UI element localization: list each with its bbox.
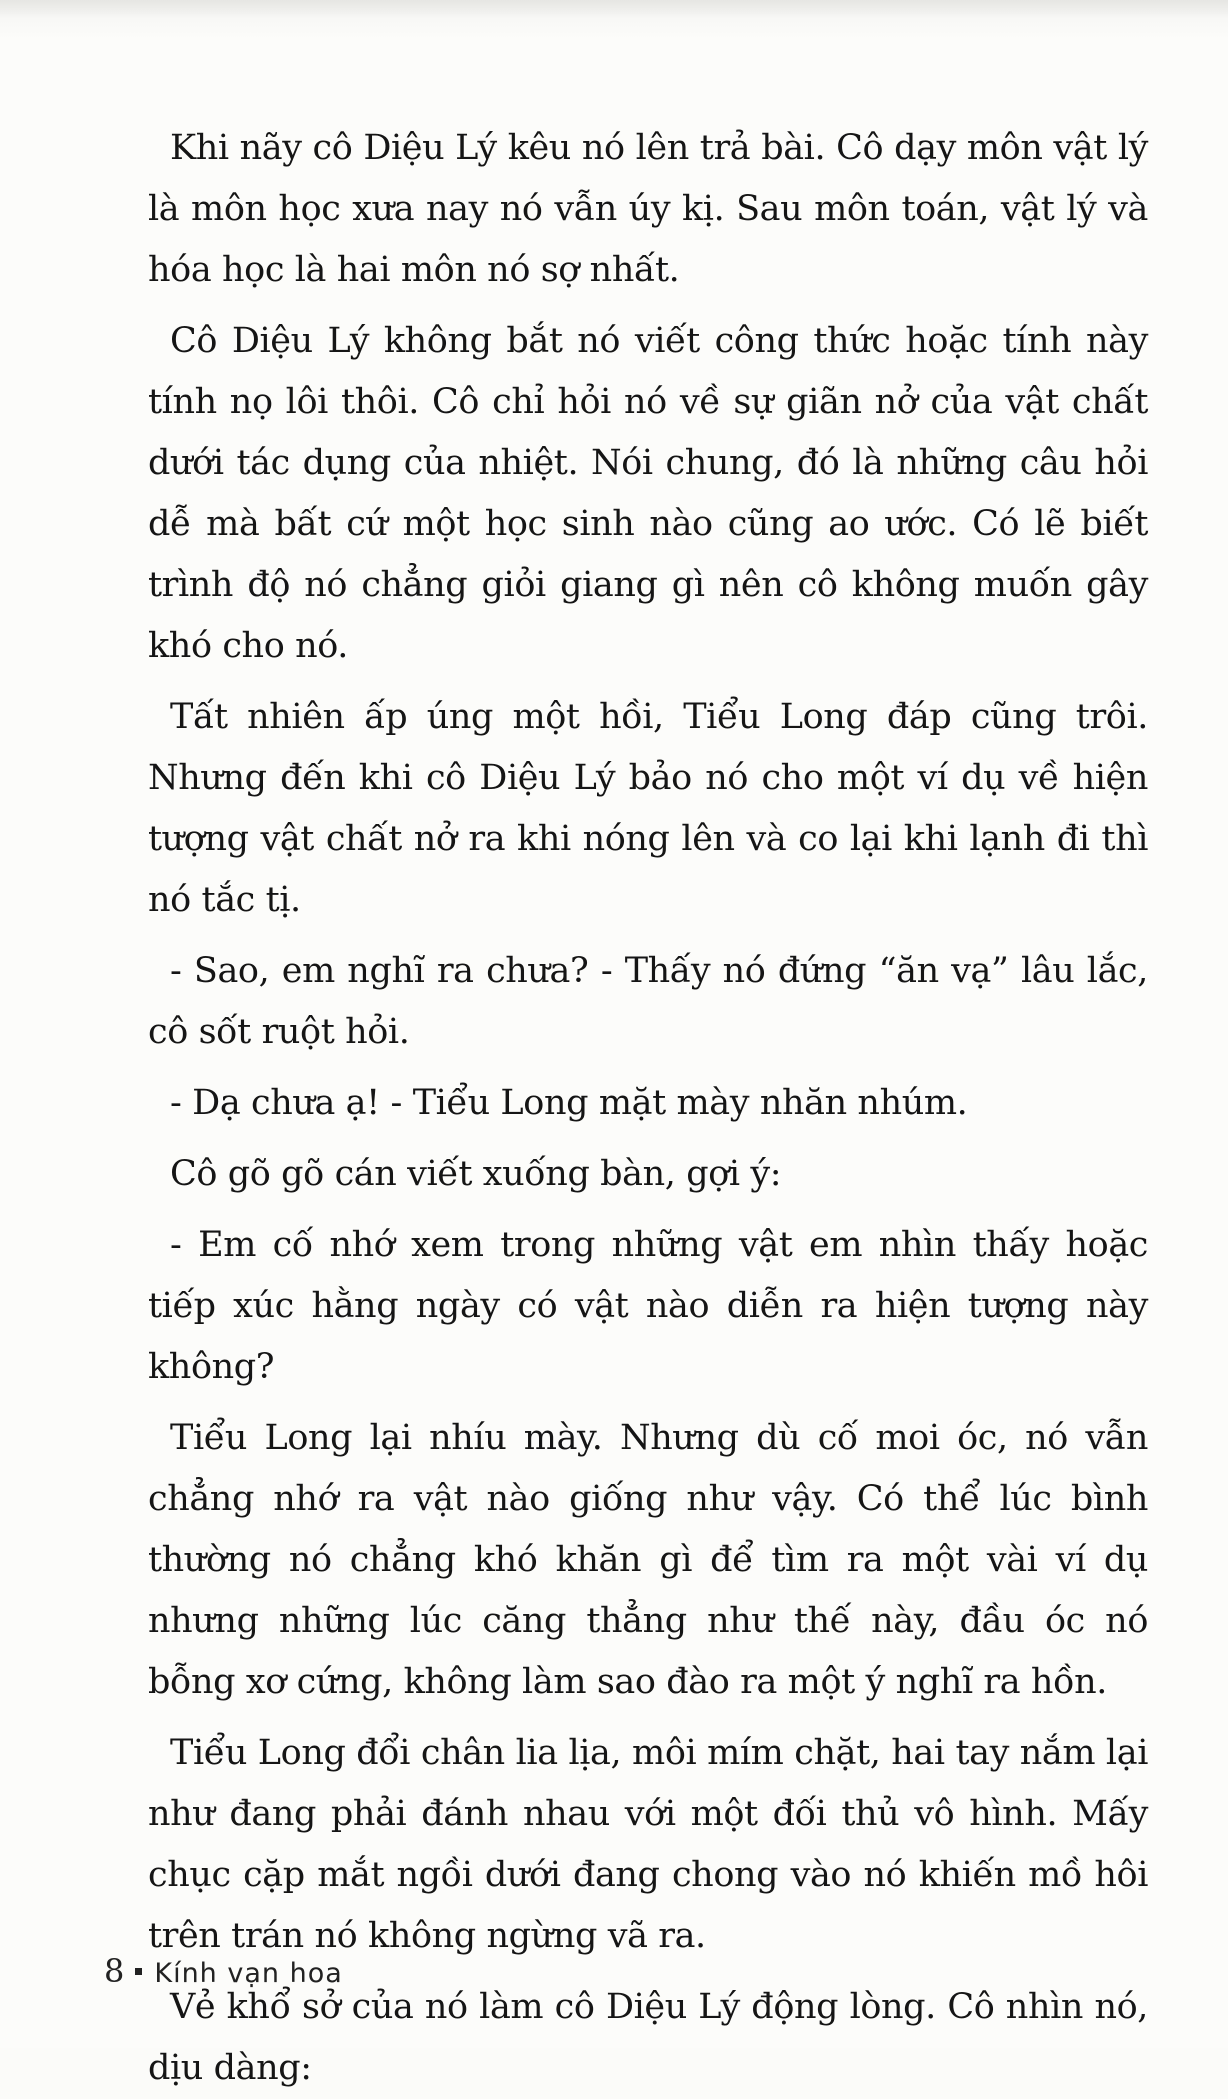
paragraph-4: - Sao, em nghĩ ra chưa? - Thấy nó đứng “ăn vạ” lâu lắc, cô sốt ruột hỏi. bbox=[148, 951, 1148, 1052]
paragraph-2: Cô Diệu Lý không bắt nó viết công thức hoặc tính này tính nọ lôi thôi. Cô chỉ hỏi nó về sự giãn nở của vật chất dưới tác dụng của nhiệt. Nói chung, đó là những câu hỏi dễ mà bất cứ một học sinh nào cũng ao ước. Có lẽ biết trình độ nó chẳng giỏi giang gì nên cô không muốn gây khó cho nó. bbox=[148, 321, 1148, 666]
paragraph-3: Tất nhiên ấp úng một hồi, Tiểu Long đáp cũng trôi. Nhưng đến khi cô Diệu Lý bảo nó cho một ví dụ về hiện tượng vật chất nở ra khi nóng lên và co lại khi lạnh đi thì nó tắc tị. bbox=[148, 697, 1148, 920]
page-top-shadow bbox=[0, 0, 1228, 18]
paragraph-7: - Em cố nhớ xem trong những vật em nhìn thấy hoặc tiếp xúc hằng ngày có vật nào diễn ra hiện tượng này không? bbox=[148, 1225, 1148, 1387]
paragraph-8: Tiểu Long lại nhíu mày. Nhưng dù cố moi óc, nó vẫn chẳng nhớ ra vật nào giống như vậy. Có thể lúc bình thường nó chẳng khó khăn gì để tìm ra một vài ví dụ nhưng những lúc căng thẳng như thế này, đầu óc nó bỗng xơ cứng, không làm sao đào ra một ý nghĩ ra hồn. bbox=[148, 1418, 1148, 1702]
body-text bbox=[148, 118, 1148, 2099]
book-title: Kính vạn hoa bbox=[154, 1958, 343, 1989]
paragraph-10: Vẻ khổ sở của nó làm cô Diệu Lý động lòng. Cô nhìn nó, dịu dàng: bbox=[148, 1987, 1148, 2088]
square-bullet-icon bbox=[135, 1968, 142, 1975]
paragraph-9: Tiểu Long đổi chân lia lịa, môi mím chặt, hai tay nắm lại như đang phải đánh nhau với một đối thủ vô hình. Mấy chục cặp mắt ngồi dưới đang chong vào nó khiến mồ hôi trên trán nó không ngừng vã ra. bbox=[148, 1733, 1148, 1956]
paragraph-5: - Dạ chưa ạ! - Tiểu Long mặt mày nhăn nhúm. bbox=[170, 1083, 968, 1123]
page-number: 8 bbox=[104, 1952, 126, 1990]
paragraph-1: Khi nãy cô Diệu Lý kêu nó lên trả bài. Cô dạy môn vật lý là môn học xưa nay nó vẫn úy kị. Sau môn toán, vật lý và hóa học là hai môn nó sợ nhất. bbox=[148, 128, 1148, 290]
page-footer bbox=[104, 1952, 343, 1990]
paragraph-6: Cô gõ gõ cán viết xuống bàn, gợi ý: bbox=[170, 1154, 782, 1194]
